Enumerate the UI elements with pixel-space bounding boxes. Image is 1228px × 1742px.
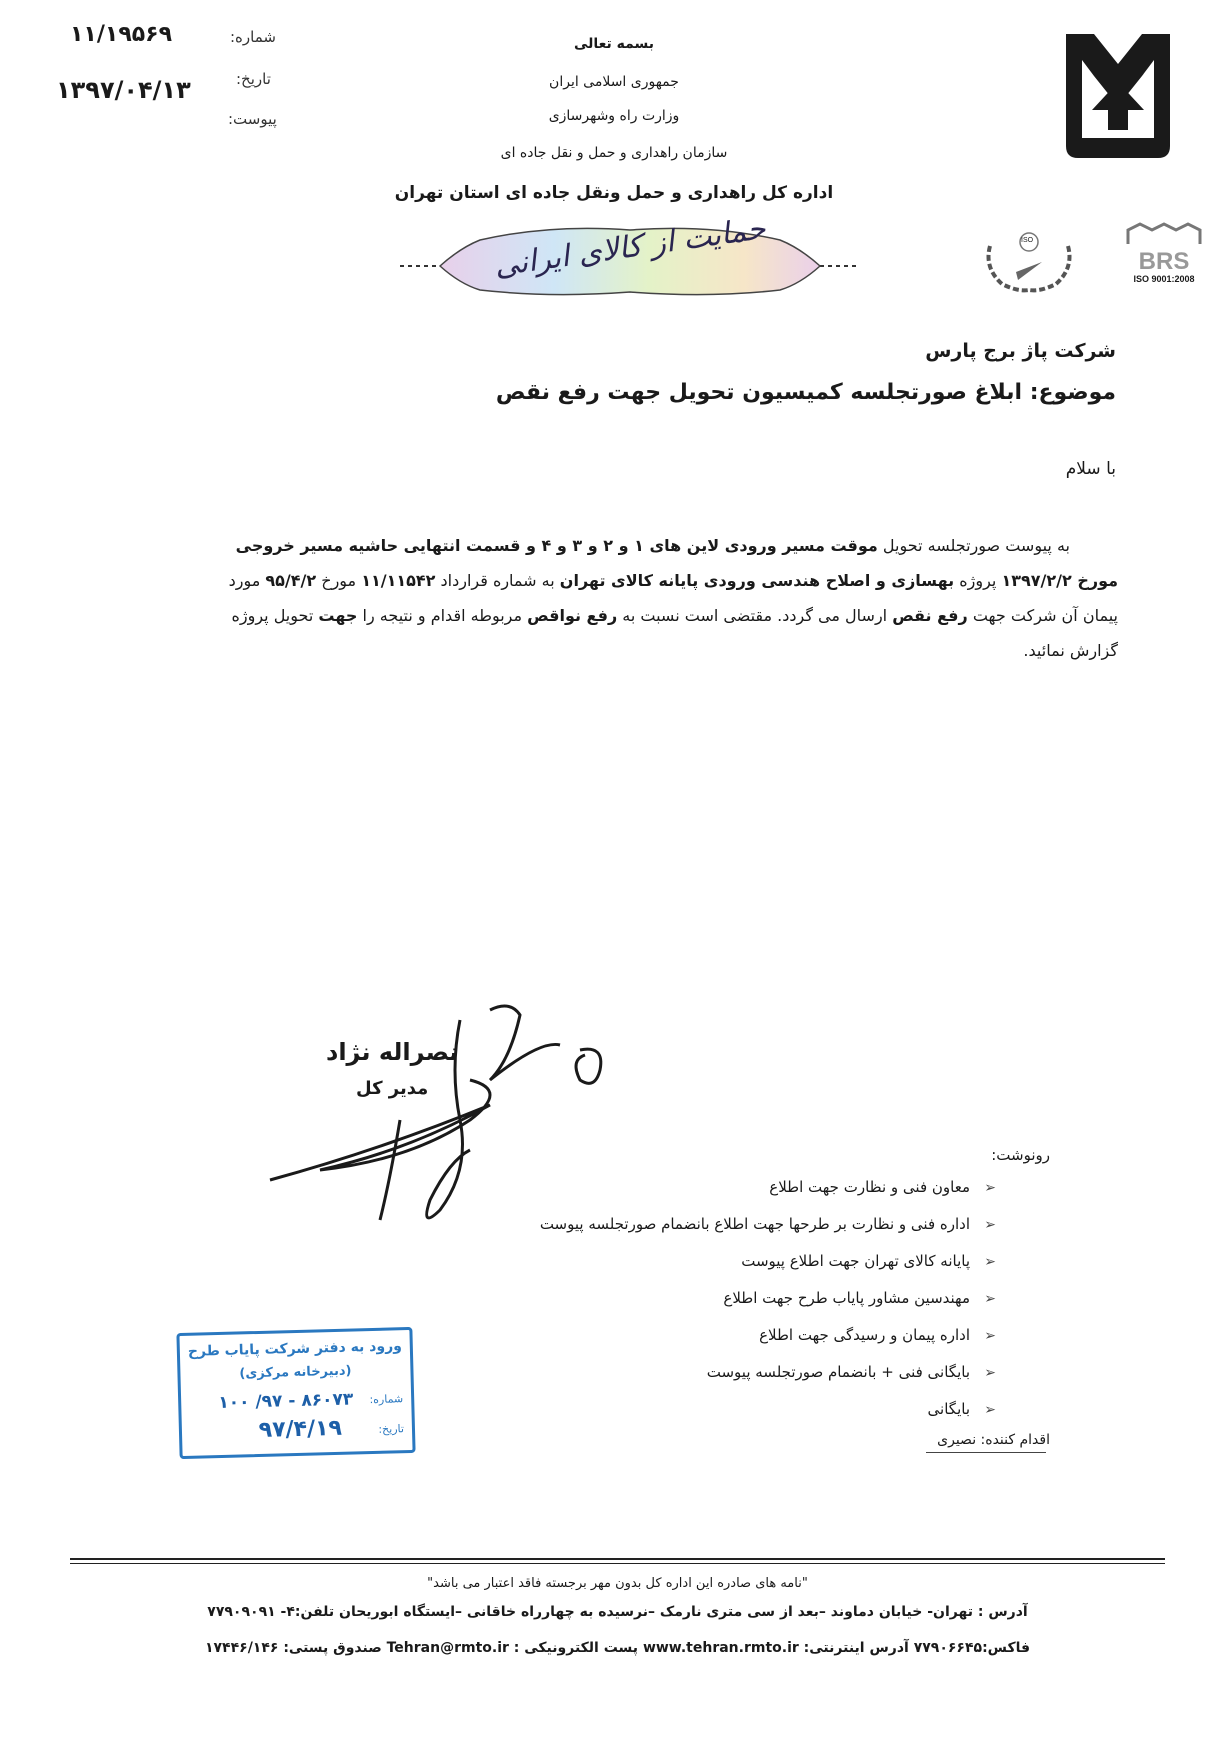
cc-item	[436, 1400, 996, 1437]
stamp-number-value: ۸۶۰۷۳ - ۹۷/ ۱۰۰	[218, 1389, 354, 1414]
body-text-bold: ۱۱/۱۱۵۴۲	[361, 571, 436, 590]
cc-item-text: معاون فنی و نظارت جهت اطلاع	[769, 1178, 970, 1196]
date-value: ۱۳۹۷/۰۴/۱۳	[56, 76, 191, 104]
body-text: تحویل پروژه	[231, 606, 314, 625]
body-line-1	[118, 528, 1118, 563]
cc-item-text: اداره پیمان و رسیدگی جهت اطلاع	[759, 1326, 970, 1344]
date-label: تاریخ:	[236, 70, 271, 88]
body-text-bold: جهت	[318, 606, 358, 625]
header-department: اداره کل راهداری و حمل ونقل جاده ای استان تهران	[394, 183, 834, 203]
received-stamp	[176, 1327, 415, 1459]
footer-contact: فاکس:۷۷۹۰۶۶۴۵ آدرس اینترنتی: www.tehran.rmto.ir پست الکترونیکی : Tehran@rmto.ir صندوق پستی: ۱۷۴۴۶/۱۴۶	[204, 1640, 1031, 1656]
prepared-by: اقدام کننده: نصیری	[937, 1432, 1050, 1448]
footer-divider-secondary	[70, 1563, 1165, 1564]
body-text: به شماره قرارداد	[440, 571, 555, 590]
body-text-bold: رفع نواقص	[527, 606, 618, 625]
brs-certification-logo	[1122, 222, 1206, 300]
checkmark-arrow-icon: ➢	[984, 1180, 996, 1196]
footer-divider	[70, 1558, 1165, 1560]
seal-iso-text: ISO	[1021, 237, 1034, 244]
body-text-bold: بهسازی و اصلاح هندسی ورودی پایانه کالای تهران	[559, 571, 955, 590]
body-text: مربوطه اقدام و نتیجه را	[362, 606, 523, 625]
body-text: ارسال می گردد. مقتضی است نسبت به	[622, 606, 888, 625]
stamp-date-label: تاریخ:	[378, 1422, 405, 1436]
cc-item	[436, 1215, 996, 1252]
building-icon	[1124, 222, 1204, 246]
stamp-number-label: شماره:	[369, 1392, 404, 1407]
cc-item-text: مهندسین مشاور پایاب طرح جهت اطلاع	[723, 1289, 970, 1307]
cc-item-text: پایانه کالای تهران جهت اطلاع پیوست	[741, 1252, 970, 1270]
recipient: شرکت پاژ برج پارس	[925, 340, 1116, 362]
attachment-label: پیوست:	[228, 110, 277, 128]
signatory-name: نصراله نژاد	[326, 1038, 459, 1066]
cc-item	[436, 1363, 996, 1400]
body-text: پروژه	[959, 571, 997, 590]
cc-item	[436, 1178, 996, 1215]
cc-item	[436, 1289, 996, 1326]
signatory-title: مدیر کل	[356, 1078, 429, 1099]
checkmark-arrow-icon: ➢	[984, 1402, 996, 1418]
body-text: مورخ	[321, 571, 357, 590]
body-text-bold: رفع نقص	[892, 606, 968, 625]
footer-address: آدرس : تهران- خیابان دماوند –بعد از سی متری نارمک –نرسیده به چهارراه خاقانی –ایستگاه ابوریحان تلفن:۴- ۷۷۹۰۹۰۹۱	[207, 1604, 1028, 1620]
stamp-date-value: ۹۷/۴/۱۹	[258, 1415, 343, 1443]
header-organization: سازمان راهداری و حمل و نقل جاده ای	[500, 145, 728, 161]
stamp-office: (دبیرخانه مرکزی)	[239, 1363, 352, 1382]
cc-item	[436, 1326, 996, 1363]
body-text: پیمان آن شرکت جهت	[972, 606, 1118, 625]
body-text-bold: ۹۵/۴/۲	[265, 571, 317, 590]
body-text-bold: موقت مسیر ورودی لاین های ۱ و ۲ و ۳ و ۴ و قسمت انتهایی حاشیه مسیر خروجی	[235, 536, 878, 555]
body-line-4	[118, 633, 1118, 668]
cc-list	[436, 1178, 996, 1437]
cc-item-text: اداره فنی و نظارت بر طرحها جهت اطلاع بانضمام صورتجلسه پیوست	[539, 1215, 970, 1233]
footer-validity-note: "نامه های صادره این اداره کل بدون مهر برجسته فاقد اعتبار می باشد"	[427, 1576, 808, 1591]
body-line-3	[118, 598, 1118, 633]
iso-seal-logo	[978, 228, 1080, 296]
banner-slogan: حمایت از کالای ایرانی	[492, 211, 768, 284]
cc-item	[436, 1252, 996, 1289]
body-text: گزارش نمائید.	[1023, 641, 1118, 660]
checkmark-arrow-icon: ➢	[984, 1291, 996, 1307]
checkmark-arrow-icon: ➢	[984, 1254, 996, 1270]
body-text-bold: مورخ ۱۳۹۷/۲/۲	[1001, 571, 1118, 590]
letter-body	[118, 528, 1118, 668]
brs-label: BRS	[1138, 248, 1190, 275]
header-basmala: بسمه تعالی	[573, 36, 655, 52]
header-country: جمهوری اسلامی ایران	[549, 74, 679, 90]
body-text: به پیوست صورتجلسه تحویل	[882, 536, 1070, 555]
cc-item-text: بایگانی	[927, 1400, 970, 1418]
cc-title: رونوشت:	[991, 1146, 1050, 1164]
checkmark-arrow-icon: ➢	[984, 1217, 996, 1233]
number-value: ۱۱/۱۹۵۶۹	[70, 22, 173, 47]
cc-item-text: بایگانی فنی + بانضمام صورتجلسه پیوست	[706, 1363, 970, 1381]
body-line-2	[118, 563, 1118, 598]
stamp-company: ورود به دفتر شرکت پایاب طرح	[187, 1338, 403, 1360]
greeting: با سلام	[1065, 459, 1116, 479]
prepared-by-underline	[926, 1452, 1046, 1453]
iso-label: ISO 9001:2008	[1133, 274, 1195, 284]
header-ministry: وزارت راه وشهرسازی	[548, 108, 680, 124]
checkmark-arrow-icon: ➢	[984, 1365, 996, 1381]
number-label: شماره:	[230, 28, 276, 46]
body-text: مورد	[228, 571, 261, 590]
subject: موضوع: ابلاغ صورتجلسه کمیسیون تحویل جهت رفع نقص	[495, 380, 1116, 405]
support-iranian-goods-banner	[400, 211, 860, 298]
rmto-logo-icon	[1058, 26, 1178, 166]
checkmark-arrow-icon: ➢	[984, 1328, 996, 1344]
